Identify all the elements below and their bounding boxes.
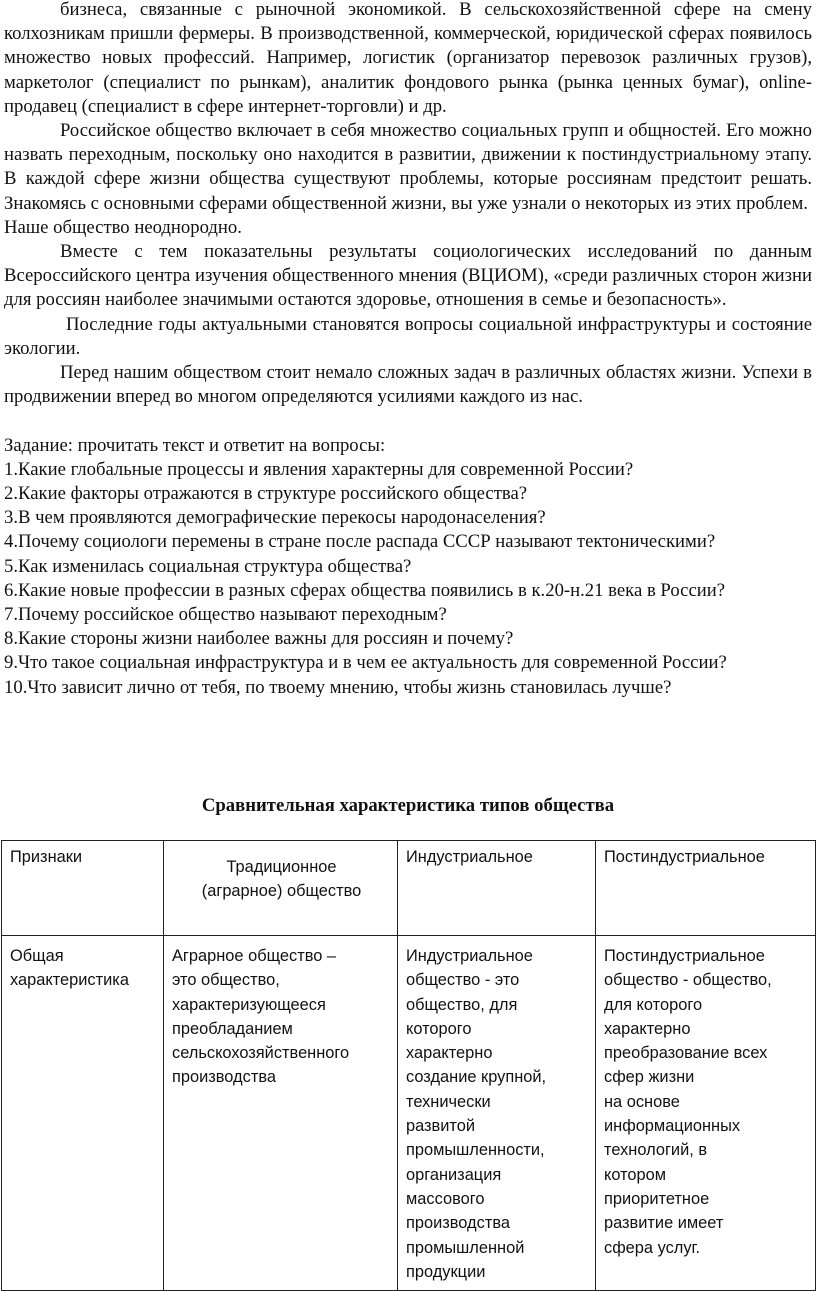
question-item: 10.Что зависит лично от тебя, по твоему мнению, чтобы жизнь становилась лучше? [4,676,672,698]
cell-line: создание крупной, [406,1068,547,1087]
comparison-table [1,840,816,1291]
cell-line: производства [406,1214,510,1233]
cell-traditional-description [164,936,398,1291]
cell-line: Постиндустриальное [604,947,765,965]
cell-line: организация [406,1165,502,1184]
header-cell-traditional [164,841,398,936]
task-intro: Задание: прочитать текст и ответит на вопросы: [4,434,386,456]
body-text [4,0,812,434]
cell-line: промышленности, [406,1141,545,1160]
cell-line: массового [406,1189,485,1208]
question-item: 5.Как изменилась социальная структура общества? [4,555,412,577]
cell-line: производства [172,1068,276,1087]
table-title: Сравнительная характеристика типов общества [201,795,615,816]
header-traditional-line2: (аграрное) общество [201,882,362,901]
cell-line: котором [604,1165,667,1184]
table-header-row [2,841,816,936]
cell-line: Индустриальное [406,947,533,965]
cell-line: характеризующееся [172,995,326,1014]
cell-line: Общая [10,947,64,965]
paragraph-2: Российское общество включает в себя множество социальных групп и общностей. Его можно назвать переходным, поскольку оно находится в развитии, движении к постиндустриальному этапу. В каждой сфере жизни общества существуют проблемы, которые россиянам предстоит решать. Знакомясь с основными сферами общественной жизни, вы уже узнали о некоторых из этих проблем. [4,120,812,214]
cell-line: сфера услуг. [604,1238,701,1257]
question-item: 3.В чем проявляются демографические перекосы народонаселения? [4,507,546,529]
cell-line: развитие имеет [604,1214,724,1233]
question-list [4,458,812,700]
blank-line [4,409,812,433]
question-item: 9.Что такое социальная инфраструктура и в чем ее актуальность для современной России? [4,652,727,674]
cell-line: характерно [604,1019,691,1038]
cell-postindustrial-description [596,936,816,1291]
cell-line: для которого [604,995,703,1014]
cell-line: это общество, [172,971,280,990]
paragraph-1: бизнеса, связанные с рыночной экономикой. В сельскохозяйственной сфере на смену колхозникам пришли фермеры. В производственной, коммерческой, юридической сферах появилось множество новых профессий. Например, логистик (организатор перевозок различных грузов), маркетолог (специалист по рынкам), аналитик фондового рынка (рынка ценных бумаг), online-продавец (специалист в сфере интернет-торговли) и др. [4,0,812,117]
cell-line: информационных [604,1117,741,1136]
question-item: 1.Какие глобальные процессы и явления характерны для современной России? [4,458,634,480]
cell-line: преобладанием [172,1019,293,1038]
cell-line: приоритетное [604,1189,710,1208]
cell-line: сфер жизни [604,1068,695,1087]
cell-line: Аграрное общество – [172,947,337,965]
cell-line: преобразование всех [604,1044,768,1063]
cell-line: развитой [406,1117,476,1136]
cell-line: сельскохозяйственного [172,1044,350,1063]
task-section [4,434,812,700]
question-item: 2.Какие факторы отражаются в структуре российского общества? [4,483,528,505]
header-cell-features: Признаки [2,841,164,936]
cell-line: промышленной [406,1238,525,1257]
table-row [2,936,816,1291]
cell-line: которого [406,1019,472,1038]
question-item: 4.Почему социологи перемены в стране после распада СССР называют тектоническими? [4,531,716,553]
question-item: 6.Какие новые профессии в разных сферах общества появились в к.20-н.21 века в России? [4,579,726,601]
header-cell-postindustrial: Постиндустриальное [596,841,816,936]
question-item: 7.Почему российское общество называют переходным? [4,604,447,626]
paragraph-5: Последние годы актуальными становятся вопросы социальной инфраструктуры и состояние экологии. [4,313,812,359]
paragraph-3: Наше общество неоднородно. [4,216,242,238]
paragraph-6: Перед нашим обществом стоит немало сложных задач в различных областях жизни. Успехи в продвижении вперед во многом определяются усилиями каждого из нас. [4,362,812,408]
cell-line: общество, для [406,995,518,1014]
cell-industrial-description [398,936,596,1291]
paragraph-4: Вместе с тем показательны результаты социологических исследований по данным Всероссийского центра изучения общественного мнения (ВЦИОМ), «среди различных сторон жизни для россиян наиболее значимыми остаются здоровье, отношения в семье и безопасность». [4,241,812,311]
cell-general-characteristic [2,936,164,1291]
header-cell-industrial: Индустриальное [398,841,596,936]
cell-line: общество - это [406,971,520,990]
cell-line: технически [406,1092,491,1111]
cell-line: технологий, в [604,1141,708,1160]
cell-line: на основе [604,1092,680,1111]
cell-line: продукции [406,1262,486,1281]
cell-line: характерно [406,1044,493,1063]
question-item: 8.Какие стороны жизни наиболее важны для россиян и почему? [4,628,514,650]
header-traditional-line1: Традиционное [226,858,337,876]
cell-line: общество - общество, [604,971,772,990]
cell-line: характеристика [10,971,129,990]
